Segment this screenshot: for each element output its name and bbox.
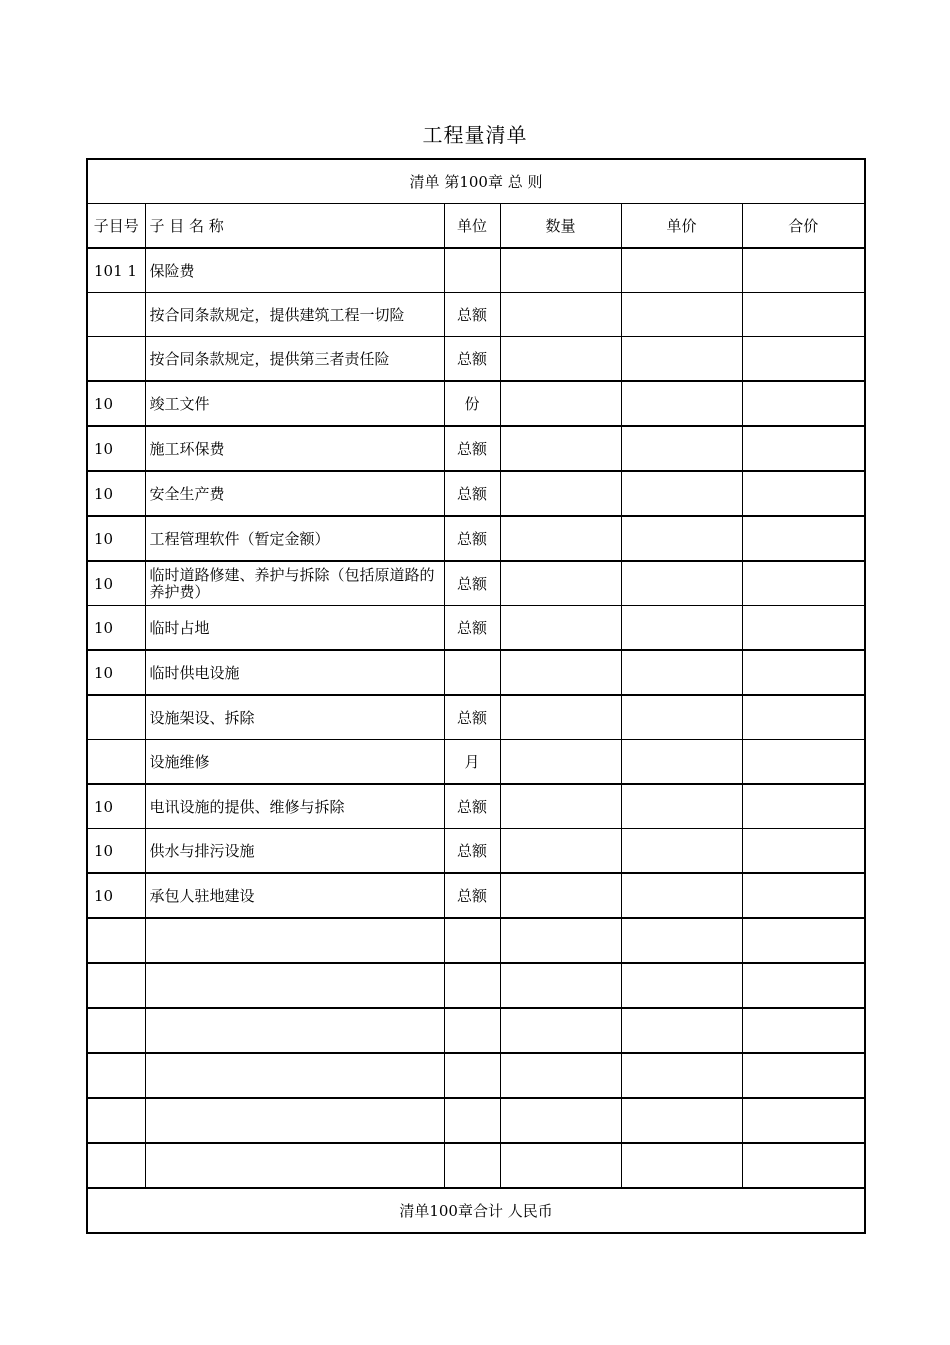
item-quantity-cell: [500, 784, 621, 829]
column-header-row: [87, 204, 865, 249]
item-total-cell: [742, 426, 865, 471]
column-header-total: 合价: [742, 204, 865, 249]
item-unit-cell: [444, 650, 500, 695]
item-name-cell: 竣工文件: [145, 381, 444, 426]
document-title: 工程量清单: [422, 123, 528, 147]
item-unit-cell: 总额: [444, 873, 500, 918]
item-code-cell: 10: [87, 516, 145, 561]
item-unit-cell: [444, 963, 500, 1008]
item-unit-cell: 月: [444, 740, 500, 785]
item-code-cell: 10: [87, 471, 145, 516]
item-total-cell: [742, 829, 865, 874]
item-total-cell: [742, 740, 865, 785]
item-unit-cell: [444, 1008, 500, 1053]
item-name-cell: [145, 918, 444, 963]
table-row: [87, 561, 865, 606]
item-name-cell: 临时道路修建、养护与拆除（包括原道路的养护费）: [145, 561, 444, 606]
item-unit-price-cell: [621, 516, 742, 561]
item-name-cell: 按合同条款规定，提供第三者责任险: [145, 337, 444, 382]
item-quantity-cell: [500, 1053, 621, 1098]
item-name-cell: 设施维修: [145, 740, 444, 785]
item-total-cell: [742, 873, 865, 918]
item-quantity-cell: [500, 606, 621, 651]
item-code-cell: 10: [87, 606, 145, 651]
table-row: [87, 381, 865, 426]
item-code-cell: [87, 963, 145, 1008]
item-name-cell: 工程管理软件（暂定金额）: [145, 516, 444, 561]
table-row: [87, 873, 865, 918]
item-unit-cell: 总额: [444, 561, 500, 606]
item-total-cell: [742, 695, 865, 740]
item-name-cell: 保险费: [145, 248, 444, 293]
table-row: [87, 784, 865, 829]
item-unit-cell: 总额: [444, 516, 500, 561]
item-total-cell: [742, 963, 865, 1008]
item-unit-price-cell: [621, 1053, 742, 1098]
table-row: [87, 963, 865, 1008]
item-unit-cell: [444, 248, 500, 293]
item-name-cell: 临时供电设施: [145, 650, 444, 695]
item-name-cell: 临时占地: [145, 606, 444, 651]
item-code-cell: [87, 1053, 145, 1098]
item-quantity-cell: [500, 740, 621, 785]
bill-of-quantities-table: [86, 158, 866, 1234]
item-unit-price-cell: [621, 293, 742, 337]
item-code-cell: [87, 337, 145, 382]
table-row: [87, 695, 865, 740]
item-total-cell: [742, 1143, 865, 1188]
item-total-cell: [742, 471, 865, 516]
table-row: [87, 1008, 865, 1053]
item-unit-price-cell: [621, 471, 742, 516]
section-header: 清单 第100章 总 则: [87, 159, 865, 204]
item-quantity-cell: [500, 829, 621, 874]
item-code-cell: 101 1: [87, 248, 145, 293]
item-unit-price-cell: [621, 337, 742, 382]
column-header-unit-price: 单价: [621, 204, 742, 249]
item-code-cell: [87, 1143, 145, 1188]
item-code-cell: 10: [87, 650, 145, 695]
table-row: [87, 516, 865, 561]
item-name-cell: [145, 1098, 444, 1143]
item-quantity-cell: [500, 337, 621, 382]
item-quantity-cell: [500, 1098, 621, 1143]
item-name-cell: 施工环保费: [145, 426, 444, 471]
column-header-unit: 单位: [444, 204, 500, 249]
item-code-cell: 10: [87, 561, 145, 606]
table-row: [87, 426, 865, 471]
item-unit-cell: 总额: [444, 471, 500, 516]
item-code-cell: 10: [87, 873, 145, 918]
item-total-cell: [742, 784, 865, 829]
item-total-cell: [742, 561, 865, 606]
item-unit-price-cell: [621, 561, 742, 606]
item-quantity-cell: [500, 516, 621, 561]
item-unit-cell: 总额: [444, 293, 500, 337]
item-unit-price-cell: [621, 695, 742, 740]
item-code-cell: [87, 293, 145, 337]
item-unit-cell: 总额: [444, 606, 500, 651]
item-total-cell: [742, 918, 865, 963]
item-name-cell: [145, 963, 444, 1008]
section-header-row: [87, 159, 865, 204]
item-code-cell: 10: [87, 426, 145, 471]
item-name-cell: 安全生产费: [145, 471, 444, 516]
table-row: [87, 829, 865, 874]
table-row: [87, 606, 865, 651]
item-unit-price-cell: [621, 650, 742, 695]
item-quantity-cell: [500, 1008, 621, 1053]
item-code-cell: [87, 695, 145, 740]
item-code-cell: [87, 918, 145, 963]
item-quantity-cell: [500, 561, 621, 606]
item-unit-price-cell: [621, 606, 742, 651]
item-unit-cell: 总额: [444, 829, 500, 874]
item-unit-price-cell: [621, 784, 742, 829]
item-unit-cell: 总额: [444, 426, 500, 471]
item-code-cell: [87, 740, 145, 785]
item-name-cell: 供水与排污设施: [145, 829, 444, 874]
item-unit-price-cell: [621, 381, 742, 426]
item-name-cell: 承包人驻地建设: [145, 873, 444, 918]
item-code-cell: 10: [87, 829, 145, 874]
item-quantity-cell: [500, 963, 621, 1008]
column-header-quantity: 数量: [500, 204, 621, 249]
item-unit-price-cell: [621, 1008, 742, 1053]
item-unit-price-cell: [621, 1098, 742, 1143]
item-unit-cell: 总额: [444, 695, 500, 740]
item-name-cell: [145, 1008, 444, 1053]
item-unit-price-cell: [621, 918, 742, 963]
item-total-cell: [742, 293, 865, 337]
table-row: [87, 1053, 865, 1098]
item-unit-cell: 总额: [444, 784, 500, 829]
table-row: [87, 248, 865, 293]
item-name-cell: 电讯设施的提供、维修与拆除: [145, 784, 444, 829]
column-header-name: 子 目 名 称: [145, 204, 444, 249]
item-code-cell: 10: [87, 381, 145, 426]
item-quantity-cell: [500, 873, 621, 918]
item-unit-price-cell: [621, 963, 742, 1008]
item-name-cell: [145, 1053, 444, 1098]
item-total-cell: [742, 650, 865, 695]
item-unit-price-cell: [621, 873, 742, 918]
column-header-code: 子目号: [87, 204, 145, 249]
table-row: [87, 293, 865, 337]
item-total-cell: [742, 248, 865, 293]
item-unit-price-cell: [621, 829, 742, 874]
item-quantity-cell: [500, 695, 621, 740]
item-code-cell: [87, 1098, 145, 1143]
table-row: [87, 1098, 865, 1143]
item-quantity-cell: [500, 381, 621, 426]
table-row: [87, 918, 865, 963]
item-quantity-cell: [500, 650, 621, 695]
table-row: [87, 337, 865, 382]
item-quantity-cell: [500, 293, 621, 337]
item-total-cell: [742, 381, 865, 426]
item-quantity-cell: [500, 918, 621, 963]
table-row: [87, 650, 865, 695]
item-total-cell: [742, 1098, 865, 1143]
item-unit-cell: [444, 1143, 500, 1188]
item-unit-cell: 总额: [444, 337, 500, 382]
item-unit-price-cell: [621, 248, 742, 293]
item-total-cell: [742, 1008, 865, 1053]
item-total-cell: [742, 516, 865, 561]
item-quantity-cell: [500, 426, 621, 471]
item-unit-price-cell: [621, 426, 742, 471]
item-name-cell: 设施架设、拆除: [145, 695, 444, 740]
item-name-cell: 按合同条款规定，提供建筑工程一切险: [145, 293, 444, 337]
item-total-cell: [742, 337, 865, 382]
item-total-cell: [742, 1053, 865, 1098]
item-code-cell: 10: [87, 784, 145, 829]
item-unit-cell: 份: [444, 381, 500, 426]
footer-row: [87, 1188, 865, 1233]
item-unit-cell: [444, 1053, 500, 1098]
item-unit-cell: [444, 918, 500, 963]
chapter-total-label: 清单100章合计 人民币: [87, 1188, 865, 1233]
item-quantity-cell: [500, 471, 621, 516]
item-unit-price-cell: [621, 1143, 742, 1188]
item-quantity-cell: [500, 248, 621, 293]
table-row: [87, 740, 865, 785]
table-row: [87, 1143, 865, 1188]
item-unit-cell: [444, 1098, 500, 1143]
item-name-cell: [145, 1143, 444, 1188]
table-row: [87, 471, 865, 516]
item-total-cell: [742, 606, 865, 651]
item-quantity-cell: [500, 1143, 621, 1188]
item-unit-price-cell: [621, 740, 742, 785]
item-code-cell: [87, 1008, 145, 1053]
